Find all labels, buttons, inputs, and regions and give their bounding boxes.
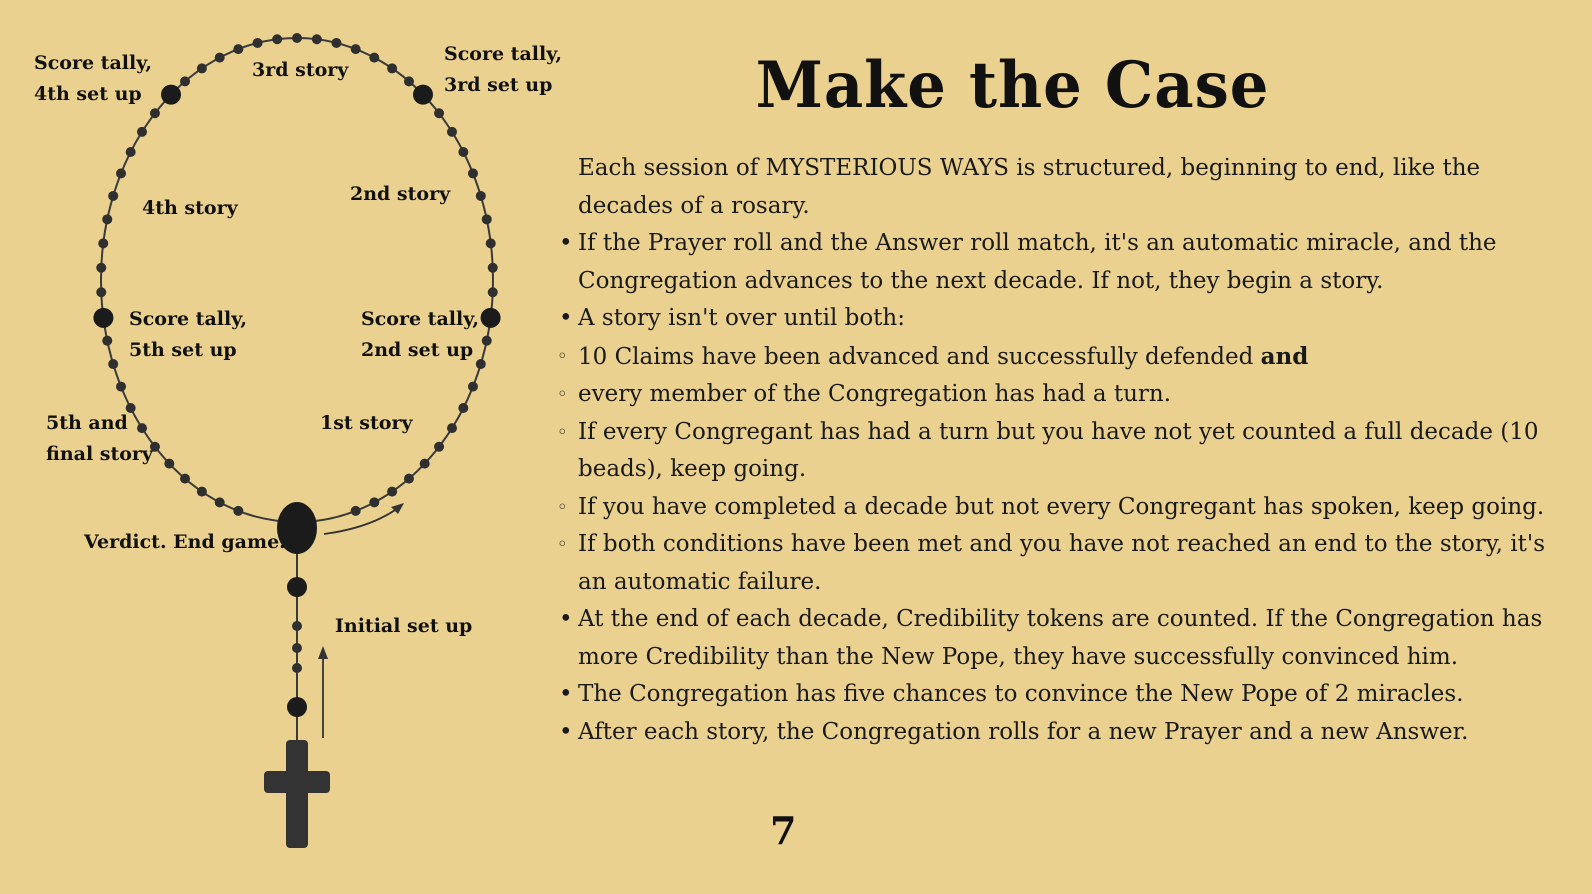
rosary-marker-bead [161,85,181,105]
list-item: • At the end of each decade, Credibility tokens are counted. If the Congregation has more Credibility than the New Pope, they have successfully convinced him. [578,601,1573,676]
sub-list-item: ◦ If both conditions have been met and you have not reached an end to the story, it's an automatic failure. [578,526,1573,601]
label-score-tally-2nd-set-up [361,304,479,366]
rosary-loop-string [101,38,493,522]
label-line: 5th set up [129,339,237,361]
label-line: 2nd story [350,183,451,205]
sub-list-item: ◦ If you have completed a decade but not every Congregant has spoken, keep going. [578,489,1573,527]
pendant-bead-large [287,697,307,717]
label-2nd-story [350,179,450,210]
rosary-bead [369,497,379,507]
rosary-bead [482,336,492,346]
sub-list [578,338,1573,602]
pendant-bead-small [292,621,302,631]
rosary-bead [292,33,302,43]
rosary-bead [197,63,207,73]
rosary-bead [351,506,361,516]
rosary-bead [102,336,112,346]
list-item [578,300,1573,601]
rosary-bead [253,38,263,48]
rosary-bead [488,263,498,273]
label-score-tally-3rd-set-up [444,39,562,101]
rosary-bead [98,238,108,248]
label-1st-story [320,408,413,439]
rosary-bead [458,403,468,413]
label-score-tally-4th-set-up [34,48,152,110]
rosary-bead [331,38,341,48]
rosary-bead [312,34,322,44]
rosary-bead [116,382,126,392]
rosary-bead [108,191,118,201]
intro-text: Each session of [578,155,766,181]
intro-text: is structured, beginning to end, like the decades of a rosary. [578,155,1481,219]
label-line: Score tally, [444,43,563,65]
rosary-bead [434,108,444,118]
cross-icon [264,740,330,848]
list-item: • The Congregation has five chances to convince the New Pope of 2 miracles. [578,676,1573,714]
label-4th-story [142,193,238,224]
sub-list-item: ◦ every member of the Congregation has had a turn. [578,376,1573,414]
rules-list [578,225,1573,751]
rosary-bead [476,191,486,201]
label-line: Verdict. End game. [84,531,286,553]
label-score-tally-5th-set-up [129,304,247,366]
page-number: 7 [770,808,797,853]
label-line: 3rd set up [444,74,553,96]
intro-paragraph [578,150,1573,225]
rosary-bead [458,147,468,157]
rosary-bead [486,238,496,248]
rosary-bead [351,44,361,54]
rosary-bead [215,53,225,63]
rosary-bead [387,487,397,497]
rosary-bead [116,168,126,178]
game-name: MYSTERIOUS WAYS [765,155,1009,181]
list-item: • After each story, the Congregation rolls for a new Prayer and a new Answer. [578,714,1573,752]
label-line: final story [46,443,153,465]
rosary-bead [180,76,190,86]
rosary-bead [404,76,414,86]
label-line: 2nd set up [361,339,474,361]
rosary-bead [197,487,207,497]
sub-list-item-text: 10 Claims have been advanced and successfully defended [578,343,1261,370]
rosary-bead [233,44,243,54]
label-line: 1st story [320,412,413,434]
rosary-bead [180,474,190,484]
rosary-bead [96,263,106,273]
rosary-bead [272,34,282,44]
list-item: • If the Prayer roll and the Answer roll match, it's an automatic miracle, and the Congregation advances to the next decade. If not, they begin a story. [578,225,1573,300]
pendant-bead-small [292,663,302,673]
rosary-bead [102,214,112,224]
list-item-text: A story isn't over until both: [578,305,905,331]
pendant-bead-large [287,577,307,597]
rosary-marker-bead [93,308,113,328]
label-initial-set-up [335,611,472,642]
rosary-bead [233,506,243,516]
rosary-bead [215,497,225,507]
sub-list-item: ◦ If every Congregant has had a turn but you have not yet counted a full decade (10 beads), keep going. [578,414,1573,489]
rosary-bead [447,127,457,137]
rosary-bead [96,287,106,297]
rosary-marker-bead [413,85,433,105]
sub-list-item [578,338,1573,377]
label-line: Initial set up [335,615,473,637]
rosary-bead [468,168,478,178]
rosary-bead [164,459,174,469]
label-line: Score tally, [129,308,248,330]
rosary-bead [434,442,444,452]
emphasis-and: and [1260,342,1309,370]
label-verdict-end-game [84,527,286,558]
rosary-bead [387,63,397,73]
rosary-bead [420,459,430,469]
label-line: 5th and [46,412,128,434]
rules-content [578,150,1573,751]
rosary-bead [137,127,147,137]
label-5th-and-final-story [46,408,153,470]
rosary-bead [404,474,414,484]
label-line: Score tally, [34,52,153,74]
rosary-bead [488,287,498,297]
label-line: 4th set up [34,83,142,105]
rosary-bead [126,147,136,157]
label-line: Score tally, [361,308,480,330]
up-arrow-icon [318,646,328,738]
rosary-bead [108,359,118,369]
label-3rd-story [252,55,348,86]
rosary-bead [447,423,457,433]
rosary-bead [468,382,478,392]
label-line: 4th story [142,197,238,219]
label-line: 3rd story [252,59,349,81]
pendant-bead-small [292,643,302,653]
rosary-beads [93,33,500,516]
rosary-bead [369,53,379,63]
rosary-marker-bead [481,308,501,328]
rosary-bead [482,214,492,224]
page-title: Make the Case [755,48,1270,123]
